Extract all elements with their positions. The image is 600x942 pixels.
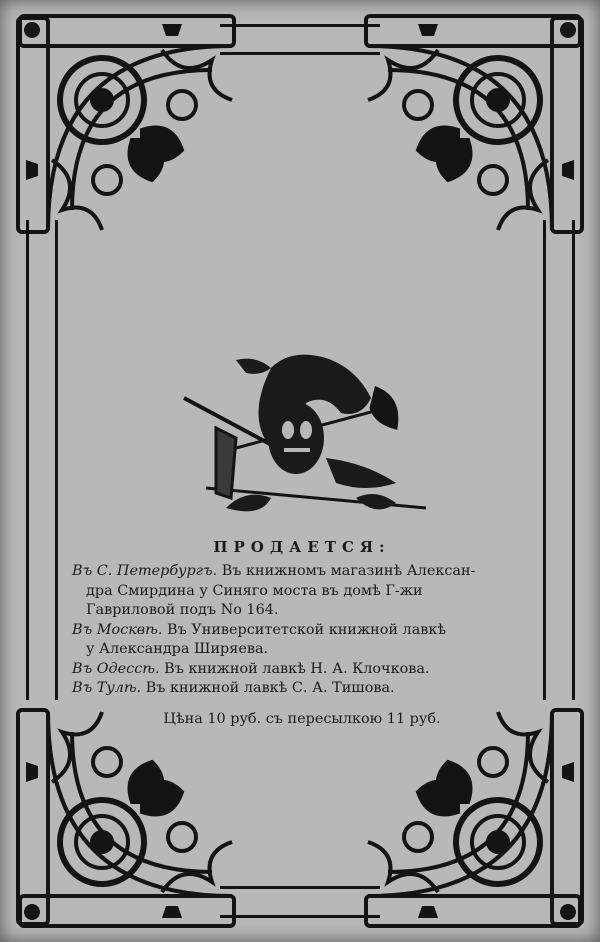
frame-line-right-inner [543,220,546,700]
frame-line-top-outer [220,24,380,27]
frame-line-left-outer [26,220,29,700]
entry-moscow [72,621,532,660]
frame-line-left-inner [55,220,58,700]
frame-line-right-outer [572,220,575,700]
trophy-emblem [176,348,426,520]
entry-line: Въ книжномъ магазинѣ Алексан- [221,563,476,579]
city-label: Въ Москвѣ. [72,621,163,638]
frame-line-top-inner [220,52,380,55]
city-label: Въ Одессѣ. [72,660,160,677]
ornament-corner-icon [12,702,242,932]
entry-line: у Александра Ширяева. [86,641,269,657]
entry-odessa [72,660,532,680]
ornament-corner-bottom-right [358,702,588,932]
ornament-corner-bottom-left [12,702,242,932]
price-line: Цѣна 10 руб. съ пересылкою 11 руб. [163,710,441,727]
entry-line: Въ Университетской книжной лавкѣ [167,621,447,638]
sale-notice [72,538,532,727]
entry-line: Въ книжной лавкѣ С. А. Тишова. [145,680,395,696]
entry-line: Въ книжной лавкѣ Н. А. Клочкова. [164,660,430,677]
city-label: Въ Тулѣ. [72,680,142,696]
armor-weapons-icon [176,348,426,520]
frame-line-bottom-inner [220,886,380,889]
ornament-corner-top-right [358,10,588,240]
entry-line: Гавриловой подъ No 164. [86,602,279,618]
entry-line: дра Смирдина у Синяго моста въ домѣ Г-жи [86,582,423,599]
heading-for-sale: ПРОДАЕТСЯ: [213,538,391,556]
ornament-corner-icon [12,10,242,240]
ornament-corner-icon [358,702,588,932]
entry-tula [72,679,532,699]
entry-st-petersburg [72,562,532,621]
ornament-corner-top-left [12,10,242,240]
ornament-corner-icon [358,10,588,240]
frame-line-bottom-outer [220,915,380,918]
city-label: Въ С. Петербургъ. [72,563,218,579]
